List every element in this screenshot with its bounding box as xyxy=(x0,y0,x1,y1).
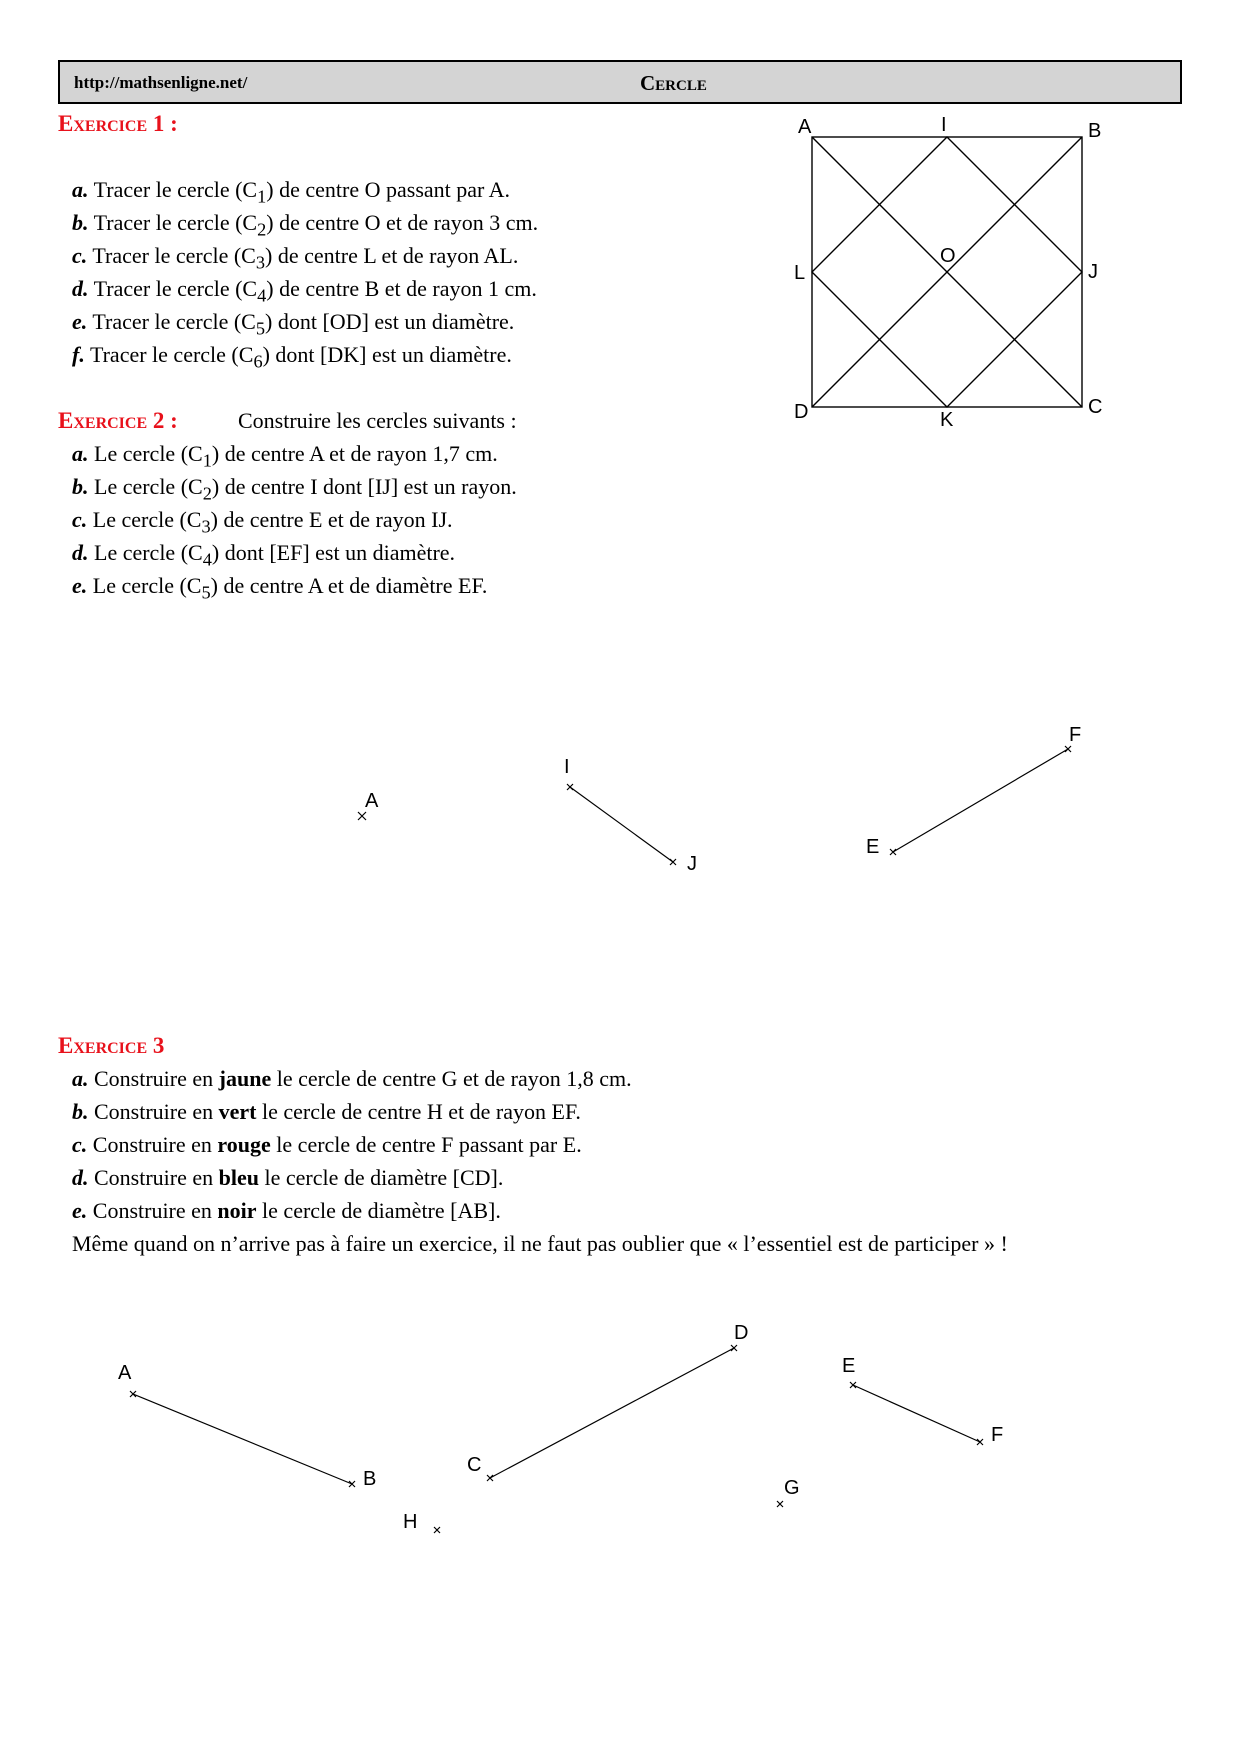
ex3-cross-E xyxy=(850,1382,856,1388)
ex2-label-A: A xyxy=(365,790,379,812)
ex3-cross-H xyxy=(434,1527,440,1533)
ex1-item-e: e. Tracer le cercle $(C_5)$ dont [OD] est un diamètre. xyxy=(72,309,515,339)
ex2-cross-E xyxy=(890,849,896,855)
ex1-label-D: D xyxy=(794,401,809,423)
ex1-label-I: I xyxy=(941,114,947,136)
ex1-label-J: J xyxy=(1088,261,1098,283)
ex3-label-G: G xyxy=(784,1477,800,1499)
ex1-item-b: b. Tracer le cercle $(C_2)$ de centre O et de rayon 3 cm. xyxy=(72,210,539,240)
ex3-cross-G xyxy=(777,1501,783,1507)
ex3-label-F: F xyxy=(991,1424,1004,1446)
ex1-item-f: f. Tracer le cercle $(C_6)$ dont [DK] est un diamètre. xyxy=(72,342,512,372)
ex3-cross-A xyxy=(130,1391,136,1397)
ex1-item-c: c. Tracer le cercle $(C_3)$ de centre L et de rayon AL. xyxy=(72,243,519,273)
ex3-segment-AB xyxy=(133,1394,352,1484)
ex3-item-b: b. Construire en vert le cercle de centre H et de rayon EF. xyxy=(72,1099,581,1124)
ex3-point-labels xyxy=(118,1322,1003,1533)
ex3-item-a: a. Construire en jaune le cercle de centre G et de rayon 1,8 cm. xyxy=(72,1066,632,1091)
ex3-label-E: E xyxy=(842,1355,856,1377)
exercise-2-intro: Construire les cercles suivants : xyxy=(238,408,517,433)
ex2-cross-F xyxy=(1065,746,1071,752)
ex2-cross-I xyxy=(567,784,573,790)
ex2-figure xyxy=(358,746,1071,865)
ex3-label-H: H xyxy=(403,1511,418,1533)
ex3-segment-CD xyxy=(490,1348,734,1478)
ex2-item-c: c. Le cercle $(C_3)$ de centre E et de rayon IJ. xyxy=(72,507,453,537)
ex3-segment-EF xyxy=(853,1385,980,1442)
ex3-item-c: c. Construire en rouge le cercle de centre F passant par E. xyxy=(72,1132,582,1157)
ex3-label-D: D xyxy=(734,1322,749,1344)
ex2-item-e: e. Le cercle $(C_5)$ de centre A et de diamètre EF. xyxy=(72,573,488,603)
ex2-point-labels xyxy=(365,724,1081,875)
ex3-item-d: d. Construire en bleu le cercle de diamètre [CD]. xyxy=(72,1165,504,1190)
ex2-label-J: J xyxy=(687,853,697,875)
ex2-segment-EF xyxy=(893,749,1068,852)
ex1-label-B: B xyxy=(1088,120,1102,142)
ex1-square-figure xyxy=(812,137,1082,407)
ex1-label-L: L xyxy=(794,262,806,284)
exercise-3-title: Exercice 3 xyxy=(58,1033,165,1058)
ex3-item-e: e. Construire en noir le cercle de diamètre [AB]. xyxy=(72,1198,501,1223)
ex3-cross-B xyxy=(349,1481,355,1487)
ex1-label-A: A xyxy=(798,116,812,138)
ex2-label-F: F xyxy=(1069,724,1082,746)
ex1-label-O: O xyxy=(940,245,956,267)
exercise-2-title: Exercice 2 : xyxy=(58,408,178,433)
ex1-item-a: a. Tracer le cercle $(C_1)$ de centre O passant par A. xyxy=(72,177,511,207)
ex3-cross-C xyxy=(487,1475,493,1481)
ex2-cross-J xyxy=(670,859,676,865)
ex3-label-B: B xyxy=(363,1468,377,1490)
ex1-label-C: C xyxy=(1088,396,1103,418)
ex1-item-d: d. Tracer le cercle $(C_4)$ de centre B et de rayon 1 cm. xyxy=(72,276,537,306)
ex1-label-K: K xyxy=(940,409,954,431)
exercise-1-title: Exercice 1 : xyxy=(58,111,178,136)
ex3-note: Même quand on n’arrive pas à faire un exercice, il ne faut pas oublier que « l’essentiel est de participer » ! xyxy=(72,1231,1008,1256)
ex2-item-a: a. Le cercle $(C_1)$ de centre A et de rayon 1,7 cm. xyxy=(72,441,498,471)
ex3-cross-D xyxy=(731,1345,737,1351)
ex2-cross-A xyxy=(358,812,366,820)
ex3-label-C: C xyxy=(467,1454,482,1476)
ex2-segment-IJ xyxy=(570,787,673,862)
ex3-cross-F xyxy=(977,1439,983,1445)
page-title: Cercle xyxy=(640,71,707,95)
ex2-label-I: I xyxy=(564,756,570,778)
ex2-item-d: d. Le cercle $(C_4)$ dont [EF] est un diamètre. xyxy=(72,540,456,570)
ex3-label-A: A xyxy=(118,1362,132,1384)
ex2-item-b: b. Le cercle $(C_2)$ de centre I dont [IJ] est un rayon. xyxy=(72,474,517,504)
site-url: http://mathsenligne.net/ xyxy=(74,73,248,92)
ex2-label-E: E xyxy=(866,836,880,858)
